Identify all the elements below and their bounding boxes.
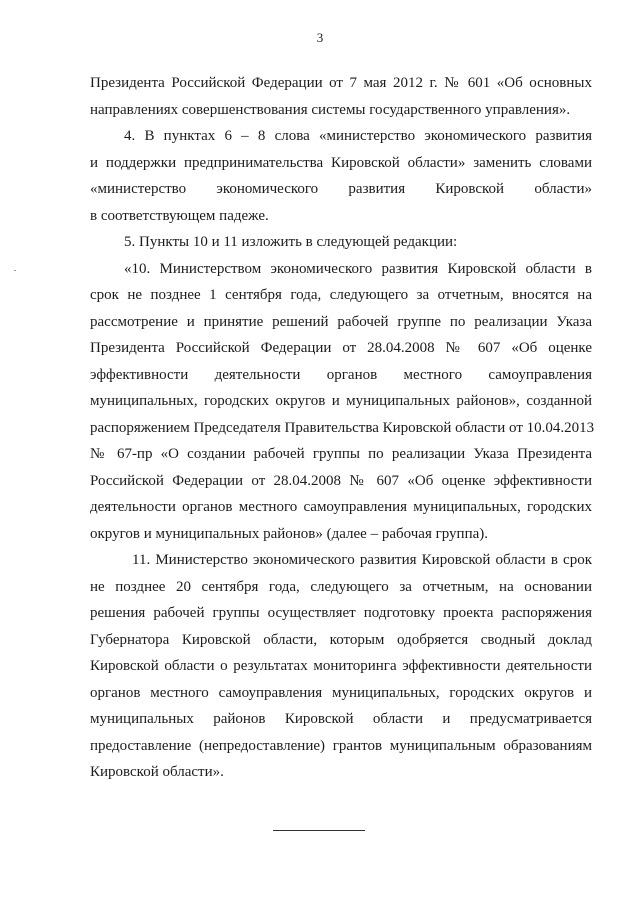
text-line: «министерство экономического развития Кировской области»	[90, 181, 592, 197]
text-line: органов местного самоуправления муниципальных, городских округов и	[90, 684, 592, 701]
text-line: «10. Министерством экономического развития Кировской области в	[124, 260, 592, 277]
paragraph-item-10	[90, 256, 595, 548]
text-line: Кировской области о результатах мониторинга эффективности деятельности	[90, 658, 592, 674]
end-divider	[273, 830, 365, 831]
text-line: направлениях совершенствования системы государственного управления».	[90, 101, 571, 118]
text-line: 5. Пункты 10 и 11 изложить в следующей редакции:	[124, 234, 458, 250]
text-line: предоставление (непредоставление) грантов муниципальным образованиям	[90, 737, 592, 754]
paragraph-item-5	[90, 229, 592, 256]
text-line: решения рабочей группы осуществляет подготовку проекта распоряжения	[90, 605, 592, 621]
text-line: рассмотрение и принятие решений рабочей группе по реализации Указа	[90, 313, 592, 330]
text-line: деятельности органов местного самоуправления муниципальных, городских	[90, 499, 592, 515]
text-line: Президента Российской Федерации от 28.04.2008 № 607 «Об оценке	[90, 340, 592, 356]
document-body	[90, 70, 595, 786]
text-line: Губернатора Кировской области, которым одобряется сводный доклад	[90, 631, 592, 648]
text-line: Президента Российской Федерации от 7 мая 2012 г. № 601 «Об основных	[90, 75, 592, 91]
text-line: и поддержки предпринимательства Кировской области» заменить словами	[90, 154, 592, 171]
text-line: Российской Федерации от 28.04.2008 № 607 «Об оценке эффективности	[90, 472, 592, 489]
text-line: Кировской области».	[90, 764, 224, 780]
text-line: 11. Министерство экономического развития Кировской области в срок	[132, 552, 592, 568]
text-line: № 67-пр «О создании рабочей группы по реализации Указа Президента	[90, 446, 592, 462]
paragraph-continuation	[90, 70, 592, 123]
text-line: муниципальных районов Кировской области и предусматривается	[90, 711, 592, 727]
page-number: 3	[316, 30, 324, 45]
text-line: распоряжением Председателя Правительства Кировской области от 10.04.2013	[90, 419, 595, 436]
margin-mark	[14, 270, 16, 271]
text-line: в соответствующем падеже.	[90, 207, 269, 224]
text-line: округов и муниципальных районов» (далее – рабочая группа).	[90, 525, 489, 542]
text-line: не позднее 20 сентября года, следующего за отчетным, на основании	[90, 578, 592, 595]
text-line: срок не позднее 1 сентября года, следующего за отчетным, вносятся на	[90, 287, 592, 303]
text-line: муниципальных, городских округов и муниципальных районов», созданной	[90, 393, 592, 409]
text-line: 4. В пунктах 6 – 8 слова «министерство экономического развития	[124, 128, 592, 144]
text-line: эффективности деятельности органов местного самоуправления	[90, 366, 592, 383]
paragraph-item-4	[90, 123, 592, 229]
paragraph-item-11	[90, 547, 592, 786]
